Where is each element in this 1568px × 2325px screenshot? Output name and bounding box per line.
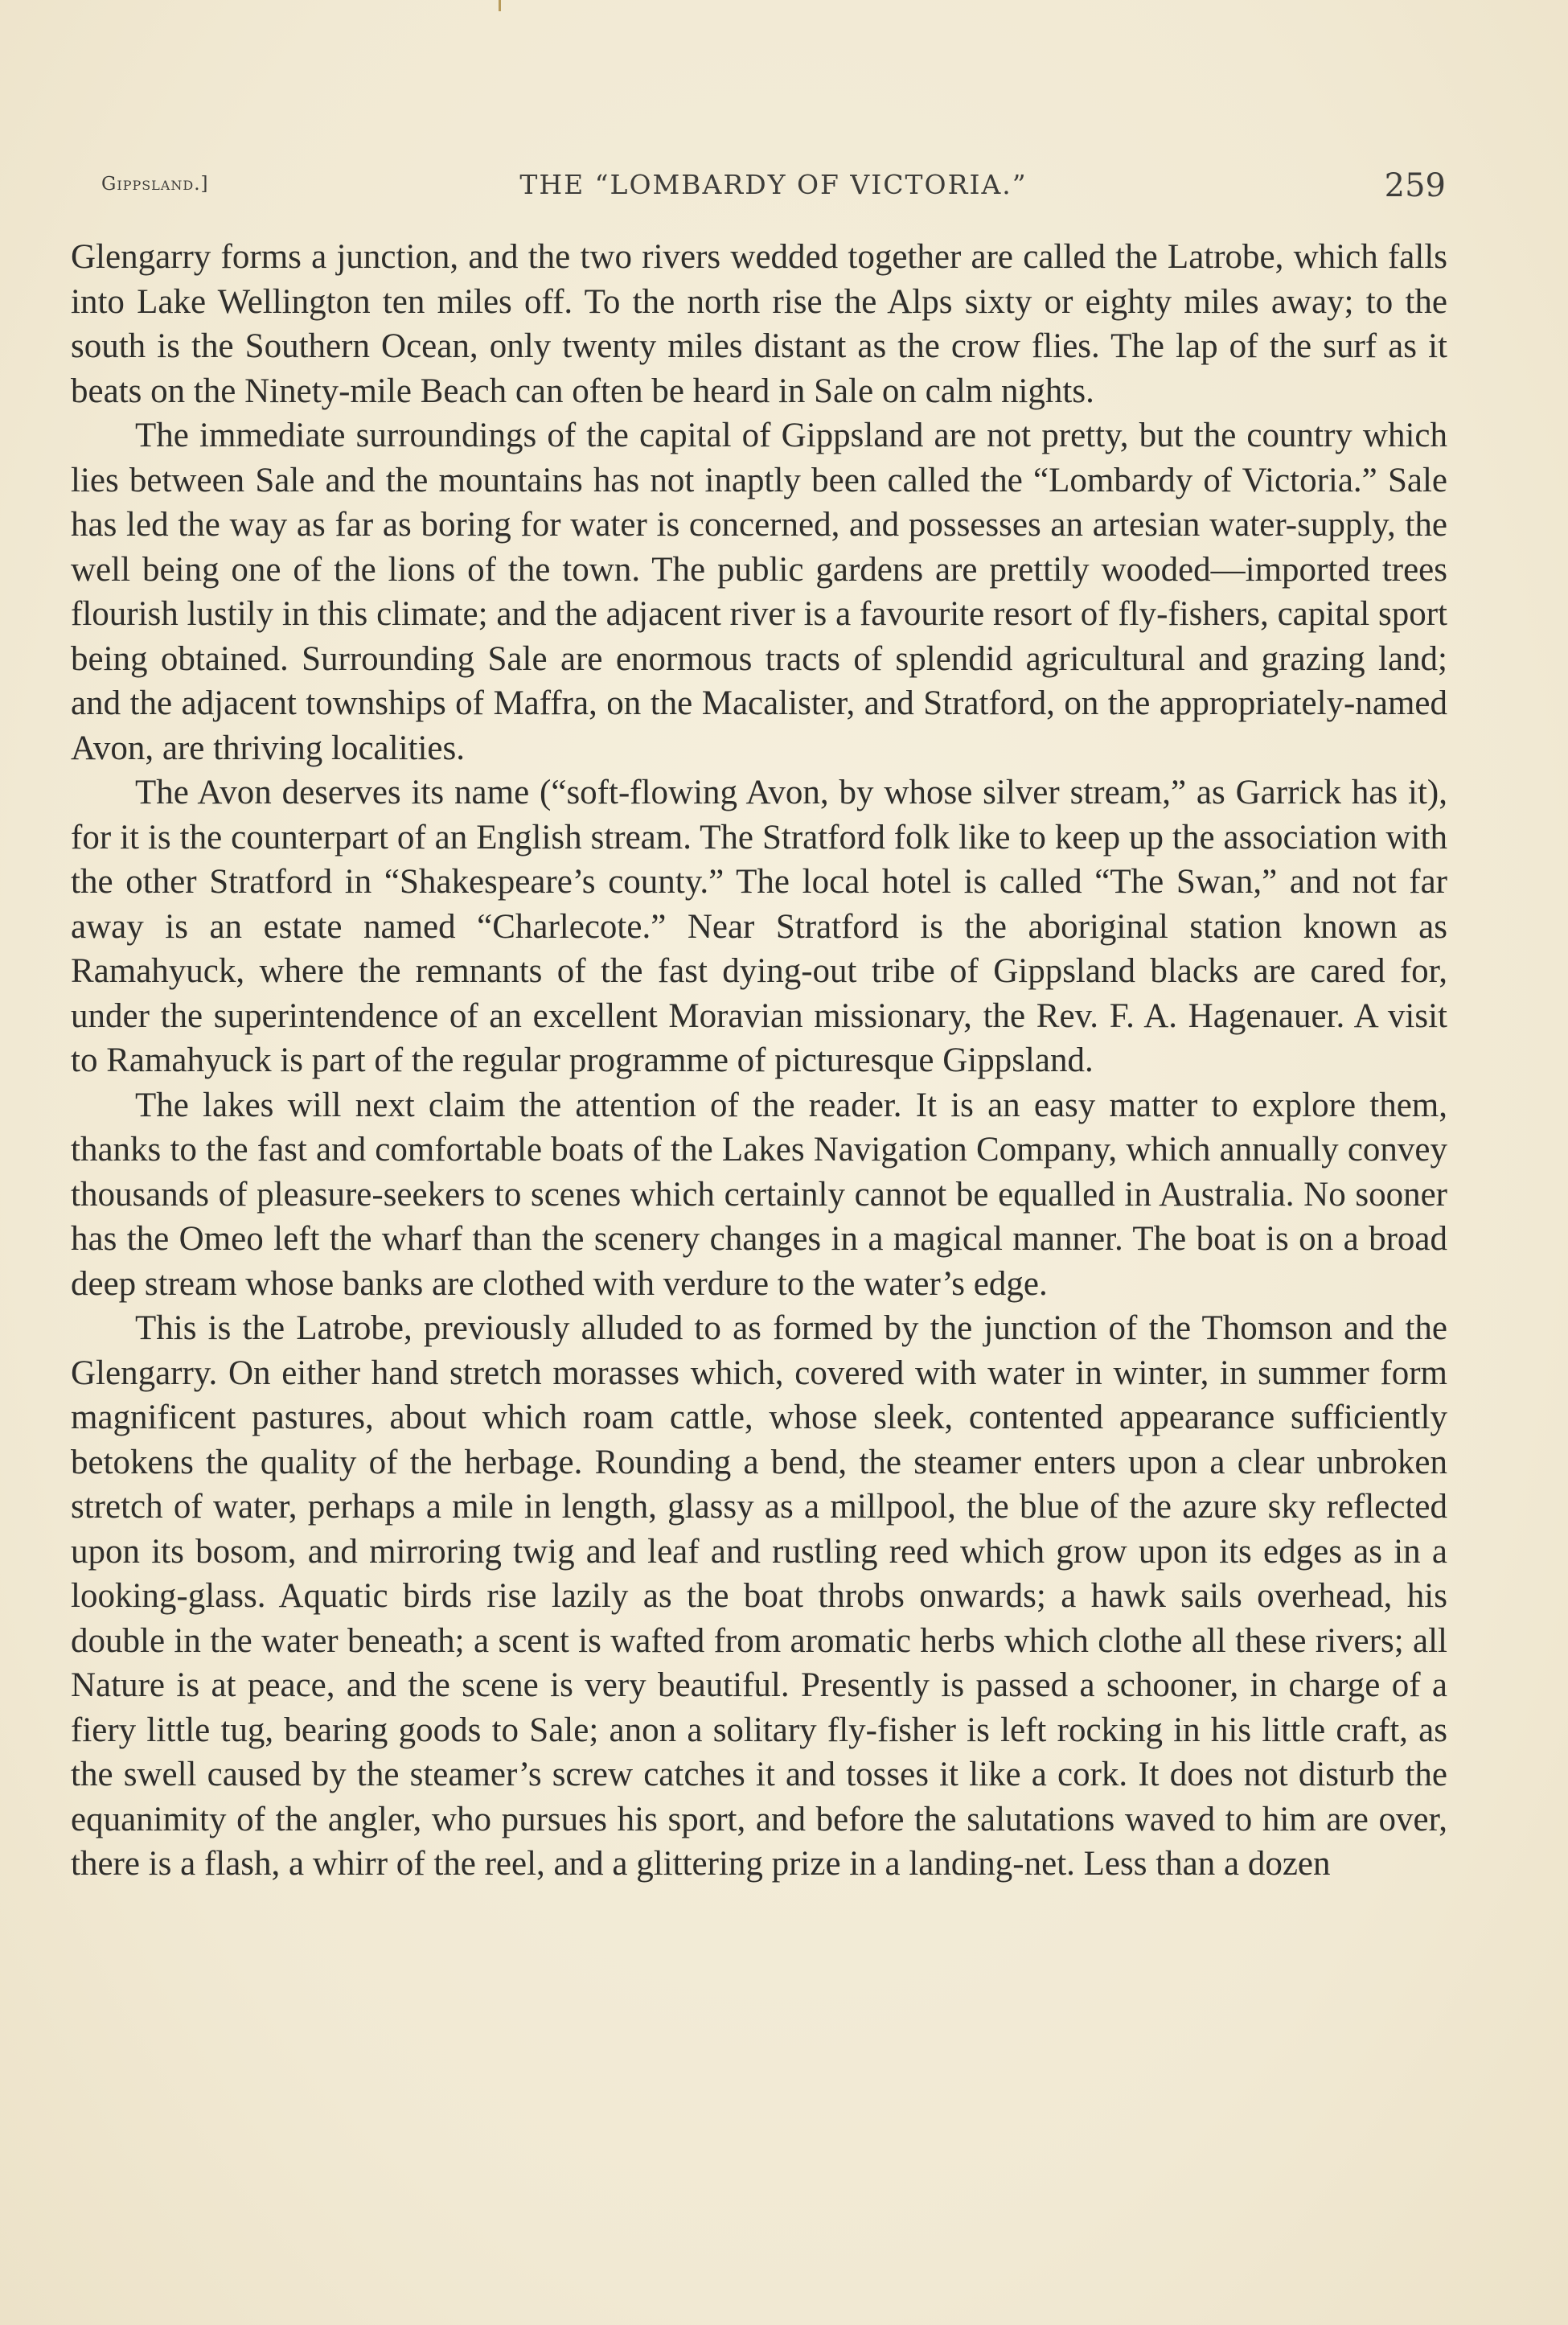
- paragraph-3: The Avon deserves its name (“soft-flowing Avon, by whose silver stream,” as Garrick has it), for it is the counterpart of an English stream. The Stratford folk like to keep up the association with the other Stratford in “Shakespeare’s county.” The local hotel is called “The Swan,” and not far away is an estate named “Charlecote.” Near Stratford is the aboriginal station known as Ramahyuck, where the remnants of the fast dying-out tribe of Gippsland blacks are cared for, under the superintendence of an excellent Moravian missionary, the Rev. F. A. Hagenauer. A visit to Ramahyuck is part of the regular programme of picturesque Gippsland.: [71, 774, 1447, 1079]
- paragraph-4: The lakes will next claim the attention of the reader. It is an easy matter to explore them, thanks to the fast and comfortable boats of the Lakes Navigation Company, which annually convey thousands of pleasure-seekers to scenes which certainly cannot be equalled in Australia. No sooner has the Omeo left the wharf than the scenery changes in a magical manner. The boat is on a broad deep stream whose banks are clothed with verdure to the water’s edge.: [71, 1086, 1447, 1303]
- page-number: 259: [1384, 167, 1446, 204]
- paragraph-5: This is the Latrobe, previously alluded to as formed by the junction of the Thomson and the Glengarry. On either hand stretch morasses which, covered with water in winter, in summer form magnificent pastures, about which roam cattle, whose sleek, contented appearance sufficiently betokens the quality of the herbage. Rounding a bend, the steamer enters upon a clear unbroken stretch of water, perhaps a mile in length, glassy as a millpool, the blue of the azure sky reflected upon its bosom, and mirroring twig and leaf and rustling reed which grow upon its edges as in a looking-glass. Aquatic birds rise lazily as the boat throbs onwards; a hawk sails overhead, his double in the water beneath; a scent is wafted from aromatic herbs which clothe all these rivers; all Nature is at peace, and the scene is very beautiful. Presently is passed a schooner, in charge of a fiery little tug, bearing goods to Sale; anon a solitary fly-fisher is left rocking in his little craft, as the swell caused by the steamer’s screw catches it and tosses it like a cork. It does not disturb the equanimity of the angler, who pursues his sport, and before the salutations waved to him are over, there is a flash, a whirr of the reel, and a glittering prize in a landing-net. Less than a dozen: [71, 1309, 1447, 1883]
- paragraph-2: The immediate surroundings of the capital of Gippsland are not pretty, but the country which lies between Sale and the mountains has not inaptly been called the “Lombardy of Victoria.” Sale has led the way as far as boring for water is concerned, and possesses an artesian water-supply, the well being one of the lions of the town. The public gardens are prettily wooded—imported trees flourish lustily in this climate; and the adjacent river is a favourite resort of fly-fishers, capital sport being obtained. Surrounding Sale are enormous tracts of splendid agricultural and grazing land; and the adjacent townships of Maffra, on the Macalister, and Stratford, on the appropriately-named Avon, are thriving localities.: [71, 417, 1447, 767]
- page-header: [101, 167, 1446, 207]
- paragraph-1: Glengarry forms a junction, and the two rivers wedded together are called the Latrobe, which falls into Lake Wellington ten miles off. To the north rise the Alps sixty or eighty miles away; to the south is the Southern Ocean, only twenty miles distant as the crow flies. The lap of the surf as it beats on the Ninety-mile Beach can often be heard in Sale on calm nights.: [71, 238, 1447, 410]
- running-head-section: Gippsland.]: [101, 174, 209, 195]
- running-head-title: THE “LOMBARDY OF VICTORIA.”: [519, 169, 1028, 200]
- body-text: [71, 235, 1447, 1887]
- printer-mark: [499, 0, 501, 11]
